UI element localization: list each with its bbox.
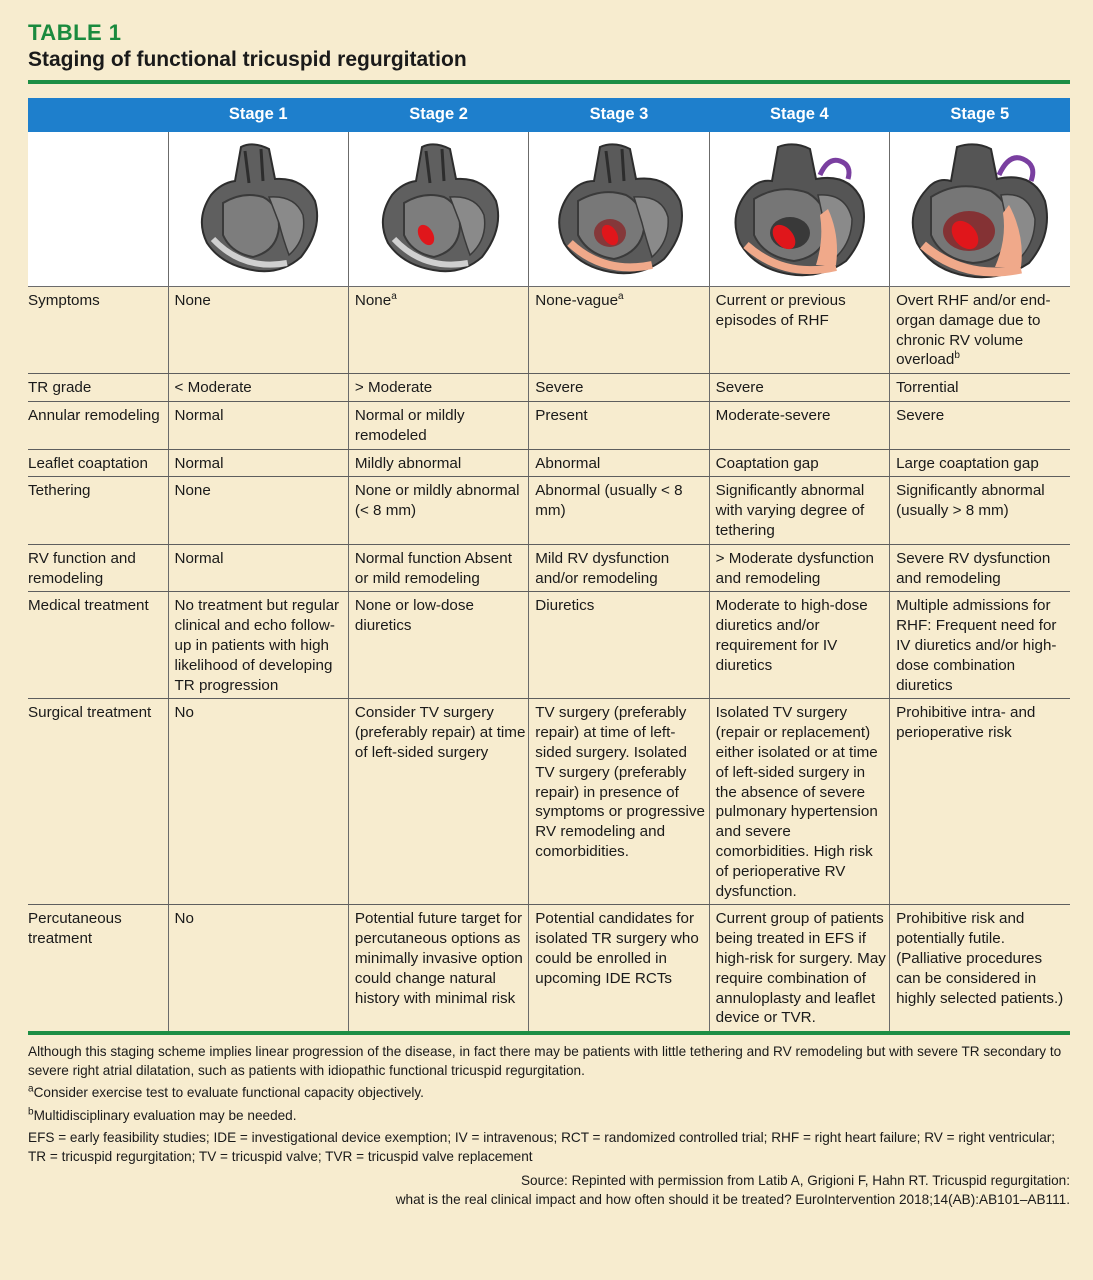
row-label: Medical treatment (28, 592, 168, 699)
row-label: Leaflet coaptation (28, 449, 168, 477)
cell-stage-5: Prohibitive risk and potentially futile. (Palliative procedures can be considered in highly selected patients.) (890, 905, 1070, 1031)
row-leaflet-coaptation (28, 449, 1070, 477)
source-citation (28, 1172, 1070, 1209)
cell-stage-1: No treatment but regular clinical and echo follow-up in patients with high likelihood of developing TR progression (168, 592, 348, 699)
abbreviations: EFS = early feasibility studies; IDE = investigational device exemption; IV = intravenous; RCT = randomized controlled trial; RHF = right heart failure; RV = right ventricular; TR = tricuspid regurgitation; TV = tricuspid valve; TVR = tricuspid valve replacement (28, 1130, 1056, 1164)
heart-stage-4-illustration (724, 139, 874, 279)
cell-stage-3: Potential candidates for isolated TR surgery who could be enrolled in upcoming IDE RCTs (529, 905, 709, 1031)
cell-stage-4: Isolated TV surgery (repair or replacement) either isolated or at time of left-sided surgery in the absence of severe pulmonary hypertension and severe comorbidities. High risk of perioperative RV dysfunction. (709, 699, 889, 905)
row-annular-remodeling (28, 401, 1070, 449)
row-label: Symptoms (28, 287, 168, 374)
cell-stage-4: Moderate-severe (709, 401, 889, 449)
heart-stage-1-illustration (183, 139, 333, 279)
header-stage-3: Stage 3 (529, 98, 709, 132)
cell-stage-4: Severe (709, 374, 889, 402)
cell-stage-2: Normal or mildly remodeled (348, 401, 528, 449)
cell-stage-1: None (168, 287, 348, 374)
row-rv-function (28, 544, 1070, 592)
header-stage-5: Stage 5 (890, 98, 1070, 132)
heart-stage-2 (348, 132, 528, 287)
cell-stage-2: > Moderate (348, 374, 528, 402)
header-stage-1: Stage 1 (168, 98, 348, 132)
cell-stage-2: None or low-dose diuretics (348, 592, 528, 699)
row-label: Surgical treatment (28, 699, 168, 905)
footnote-a: $^a$Consider exercise test to evaluate functional capacity objectively. (28, 1083, 424, 1101)
cell-stage-3: Abnormal (529, 449, 709, 477)
footnote-mark: b (954, 350, 960, 362)
header-stage-2: Stage 2 (348, 98, 528, 132)
table-title: Staging of functional tricuspid regurgitation (28, 48, 467, 71)
cell-stage-1: Normal (168, 449, 348, 477)
footnote-mark: a (391, 290, 397, 302)
footnote-mark: a (618, 290, 624, 302)
table-label: TABLE 1 (28, 20, 122, 45)
cell-stage-3: Severe (529, 374, 709, 402)
illustration-row (28, 132, 1070, 287)
cell-stage-2: Consider TV surgery (preferably repair) at time of left-sided surgery (348, 699, 528, 905)
staging-table (28, 98, 1070, 1031)
header-empty (28, 98, 168, 132)
footnote-b: $^b$Multidisciplinary evaluation may be needed. (28, 1106, 297, 1123)
heart-stage-5 (890, 132, 1070, 287)
table-notes (28, 1043, 1070, 1209)
source-line-1: Source: Repinted with permission from Latib A, Grigioni F, Hahn RT. Tricuspid regurgitation: (520, 1173, 1070, 1189)
cell-stage-1: None (168, 477, 348, 544)
heart-stage-4 (709, 132, 889, 287)
table-figure (28, 20, 1070, 1209)
cell-stage-2: Normal function Absent or mild remodeling (348, 544, 528, 592)
bottom-rule (28, 1031, 1070, 1035)
cell-stage-3: Present (529, 401, 709, 449)
cell-stage-1: Normal (168, 401, 348, 449)
note-main: Although this staging scheme implies linear progression of the disease, in fact there may be patients with little tethering and RV remodeling but with severe TR secondary to severe right atrial dilatation, such as patients with idiopathic functional tricuspid regurgitation. (28, 1044, 1062, 1078)
illustration-empty (28, 132, 168, 287)
cell-stage-5: Significantly abnormal (usually > 8 mm) (890, 477, 1070, 544)
row-label: RV function and remodeling (28, 544, 168, 592)
row-tr-grade (28, 374, 1070, 402)
cell-stage-2: None$^a$ (348, 287, 528, 374)
row-medical-treatment (28, 592, 1070, 699)
heart-stage-5-illustration (905, 139, 1055, 279)
cell-stage-1: No (168, 905, 348, 1031)
cell-stage-1: Normal (168, 544, 348, 592)
header-row (28, 98, 1070, 132)
heart-stage-3-illustration (544, 139, 694, 279)
heart-stage-2-illustration (364, 139, 514, 279)
cell-stage-4: Coaptation gap (709, 449, 889, 477)
cell-stage-5: Overt RHF and/or end-organ damage due to chronic RV volume overload$^b$ (890, 287, 1070, 374)
cell-stage-2: None or mildly abnormal (< 8 mm) (348, 477, 528, 544)
cell-stage-5: Large coaptation gap (890, 449, 1070, 477)
row-label: TR grade (28, 374, 168, 402)
top-rule (28, 80, 1070, 84)
cell-stage-3: Abnormal (usually < 8 mm) (529, 477, 709, 544)
cell-stage-5: Severe RV dysfunction and remodeling (890, 544, 1070, 592)
row-label: Annular remodeling (28, 401, 168, 449)
cell-stage-5: Torrential (890, 374, 1070, 402)
cell-stage-4: > Moderate dysfunction and remodeling (709, 544, 889, 592)
source-line-2: what is the real clinical impact and how often should it be treated? EuroIntervention 2018;14(AB):AB101–AB111. (395, 1191, 1070, 1207)
cell-stage-5: Prohibitive intra- and perioperative risk (890, 699, 1070, 905)
cell-stage-2: Potential future target for percutaneous options as minimally invasive option could change natural history with minimal risk (348, 905, 528, 1031)
row-label: Tethering (28, 477, 168, 544)
cell-stage-1: No (168, 699, 348, 905)
row-tethering (28, 477, 1070, 544)
cell-stage-3: TV surgery (preferably repair) at time of left-sided surgery. Isolated TV surgery (preferably repair) in presence of symptoms or progressive RV remodeling and comorbidities. (529, 699, 709, 905)
cell-stage-3: None-vague$^a$ (529, 287, 709, 374)
cell-stage-4: Significantly abnormal with varying degree of tethering (709, 477, 889, 544)
cell-stage-2: Mildly abnormal (348, 449, 528, 477)
cell-stage-4: Current or previous episodes of RHF (709, 287, 889, 374)
cell-stage-3: Mild RV dysfunction and/or remodeling (529, 544, 709, 592)
cell-stage-5: Multiple admissions for RHF: Frequent need for IV diuretics and/or high-dose combination diuretics (890, 592, 1070, 699)
heart-stage-1 (168, 132, 348, 287)
heart-stage-3 (529, 132, 709, 287)
cell-stage-3: Diuretics (529, 592, 709, 699)
header-stage-4: Stage 4 (709, 98, 889, 132)
row-percutaneous-treatment (28, 905, 1070, 1031)
row-symptoms (28, 287, 1070, 374)
row-label: Percutaneous treatment (28, 910, 122, 948)
cell-stage-5: Severe (890, 401, 1070, 449)
row-surgical-treatment (28, 699, 1070, 905)
cell-stage-4: Moderate to high-dose diuretics and/or requirement for IV diuretics (709, 592, 889, 699)
cell-stage-1: < Moderate (168, 374, 348, 402)
cell-stage-4: Current group of patients being treated in EFS if high-risk for surgery. May require combination of annuloplasty and leaflet device or TVR. (709, 905, 889, 1031)
